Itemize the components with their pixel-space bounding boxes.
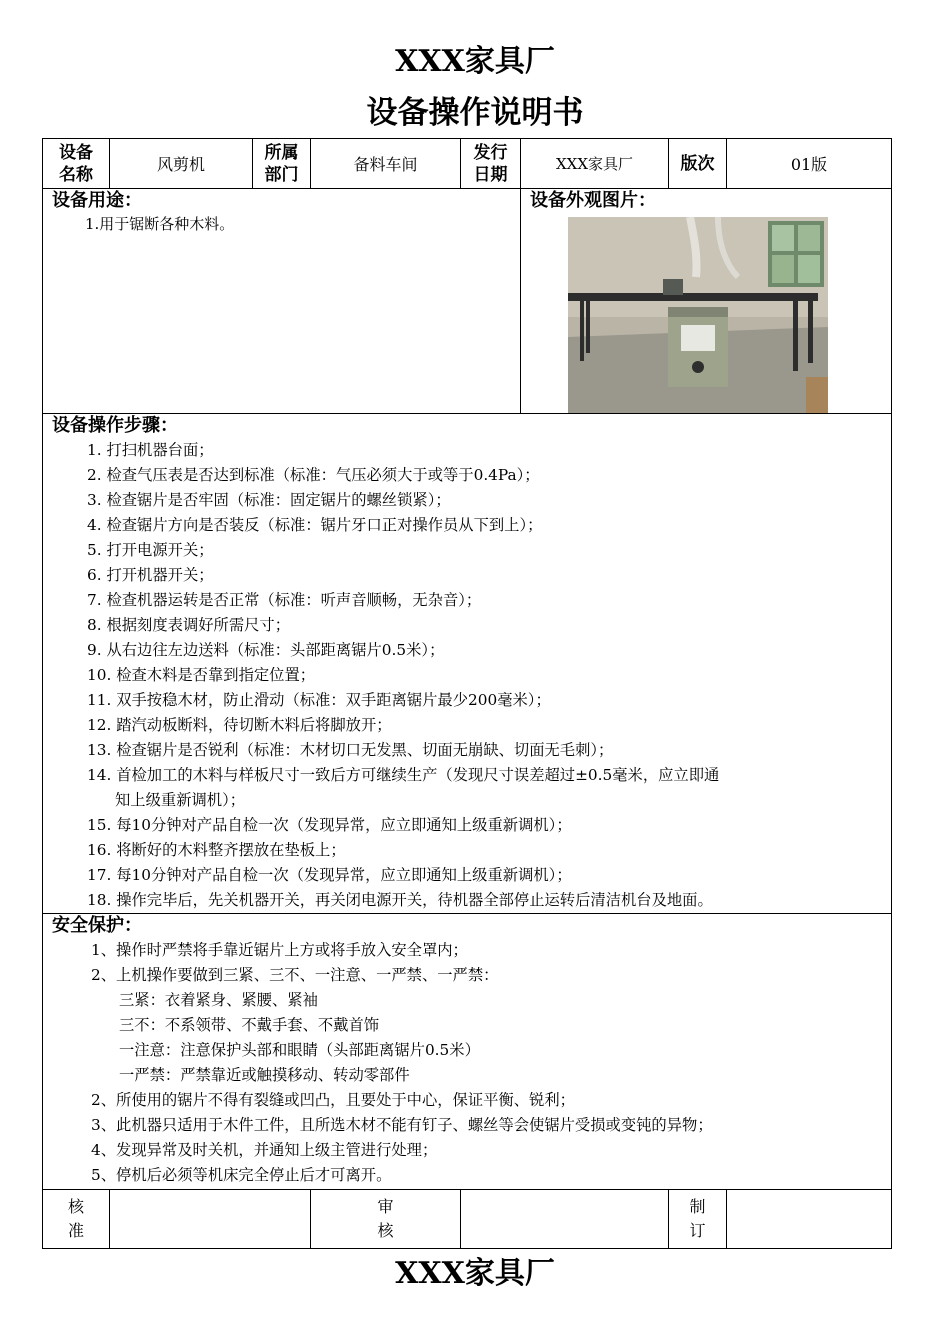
- step-item: 11. 双手按稳木材，防止滑动（标准：双手距离锯片最少200毫米）；: [87, 691, 551, 709]
- review-signature-field[interactable]: [461, 1190, 669, 1249]
- step-item-continuation: 知上级重新调机）；: [115, 791, 246, 809]
- usage-section: [43, 189, 521, 414]
- equipment-name-value: 风剪机: [110, 139, 253, 189]
- step-item: 6. 打开机器开关；: [87, 566, 214, 584]
- step-item: 9. 从右边往左边送料（标准：头部距离锯片0.5米）；: [87, 641, 445, 659]
- step-item: 14. 首检加工的木料与样板尺寸一致后方可继续生产（发现尺寸误差超过±0.5毫米，应立即通: [87, 766, 720, 784]
- step-item: 4. 检查锯片方向是否装反（标准：锯片牙口正对操作员从下到上）；: [87, 516, 543, 534]
- info-row: [43, 139, 892, 189]
- safety-subitem: 一严禁：严禁靠近或触摸移动、转动零部件: [119, 1066, 410, 1084]
- step-item: 1. 打扫机器台面；: [87, 441, 214, 459]
- step-item: 5. 打开电源开关；: [87, 541, 214, 559]
- issue-date-value: XXX家具厂: [521, 139, 669, 189]
- footer-company: XXX家具厂: [395, 1256, 555, 1291]
- step-item: 2. 检查气压表是否达到标准（标准：气压必须大于或等于0.4Pa）；: [87, 466, 540, 484]
- safety-item: 2、所使用的锯片不得有裂缝或凹凸，且要处于中心，保证平衡、锐利；: [91, 1091, 575, 1109]
- steps-section: [43, 414, 892, 914]
- equipment-photo: [568, 217, 828, 413]
- step-item: 17. 每10分钟对产品自检一次（发现异常，应立即通知上级重新调机）；: [87, 866, 572, 884]
- usage-title: 设备用途：: [52, 190, 142, 211]
- safety-item: 5、停机后必须等机床完全停止后才可离开。: [91, 1166, 392, 1184]
- version-value: 01版: [727, 139, 892, 189]
- issue-date-label: 发行 日期: [461, 139, 521, 189]
- signoff-row: [43, 1190, 892, 1249]
- steps-title: 设备操作步骤：: [52, 415, 178, 436]
- safety-title: 安全保护：: [52, 915, 142, 936]
- step-item: 7. 检查机器运转是否正常（标准：听声音顺畅，无杂音）；: [87, 591, 482, 609]
- review-label: 审 核: [311, 1190, 461, 1249]
- step-item: 16. 将断好的木料整齐摆放在垫板上；: [87, 841, 346, 859]
- step-item: 12. 踏汽动板断料，待切断木料后将脚放开；: [87, 716, 392, 734]
- approve-label: 核 准: [43, 1190, 110, 1249]
- company-title: XXX家具厂: [395, 44, 555, 79]
- approve-signature-field[interactable]: [110, 1190, 311, 1249]
- steps-row: [43, 414, 892, 914]
- step-item: 18. 操作完毕后，先关机器开关，再关闭电源开关，待机器全部停止运转后清洁机台及地面。: [87, 891, 713, 909]
- safety-section: [43, 914, 892, 1190]
- safety-row: [43, 914, 892, 1190]
- safety-item: 4、发现异常及时关机，并通知上级主管进行处理；: [91, 1141, 438, 1159]
- draft-signature-field[interactable]: [727, 1190, 892, 1249]
- equipment-name-label: 设备 名称: [43, 139, 110, 189]
- step-item: 3. 检查锯片是否牢固（标准：固定锯片的螺丝锁紧）；: [87, 491, 451, 509]
- draft-label: 制 订: [669, 1190, 727, 1249]
- step-item: 10. 检查木料是否靠到指定位置；: [87, 666, 316, 684]
- usage-item: 1.用于锯断各种木料。: [85, 215, 235, 233]
- usage-row: [43, 189, 892, 414]
- appearance-title: 设备外观图片：: [530, 190, 656, 211]
- department-value: 备料车间: [311, 139, 461, 189]
- safety-item: 1、操作时严禁将手靠近锯片上方或将手放入安全罩内；: [91, 941, 468, 959]
- step-item: 13. 检查锯片是否锐利（标准：木材切口无发黑、切面无崩缺、切面无毛刺）；: [87, 741, 614, 759]
- version-label: 版次: [669, 139, 727, 189]
- step-item: 15. 每10分钟对产品自检一次（发现异常，应立即通知上级重新调机）；: [87, 816, 572, 834]
- operation-manual-table: [42, 138, 892, 1249]
- safety-item: 3、此机器只适用于木件工件，且所选木材不能有钉子、螺丝等会使锯片受损或变钝的异物；: [91, 1116, 713, 1134]
- safety-subitem: 三不：不系领带、不戴手套、不戴首饰: [119, 1016, 380, 1034]
- safety-subitem: 三紧：衣着紧身、紧腰、紧袖: [119, 991, 318, 1009]
- appearance-section: [521, 189, 892, 414]
- safety-subitem: 一注意：注意保护头部和眼睛（头部距离锯片0.5米）: [119, 1041, 480, 1059]
- safety-item: 2、上机操作要做到三紧、三不、一注意、一严禁、一严禁：: [91, 966, 499, 984]
- step-item: 8. 根据刻度表调好所需尺寸；: [87, 616, 291, 634]
- department-label: 所属 部门: [253, 139, 311, 189]
- document-title: 设备操作说明书: [366, 95, 584, 131]
